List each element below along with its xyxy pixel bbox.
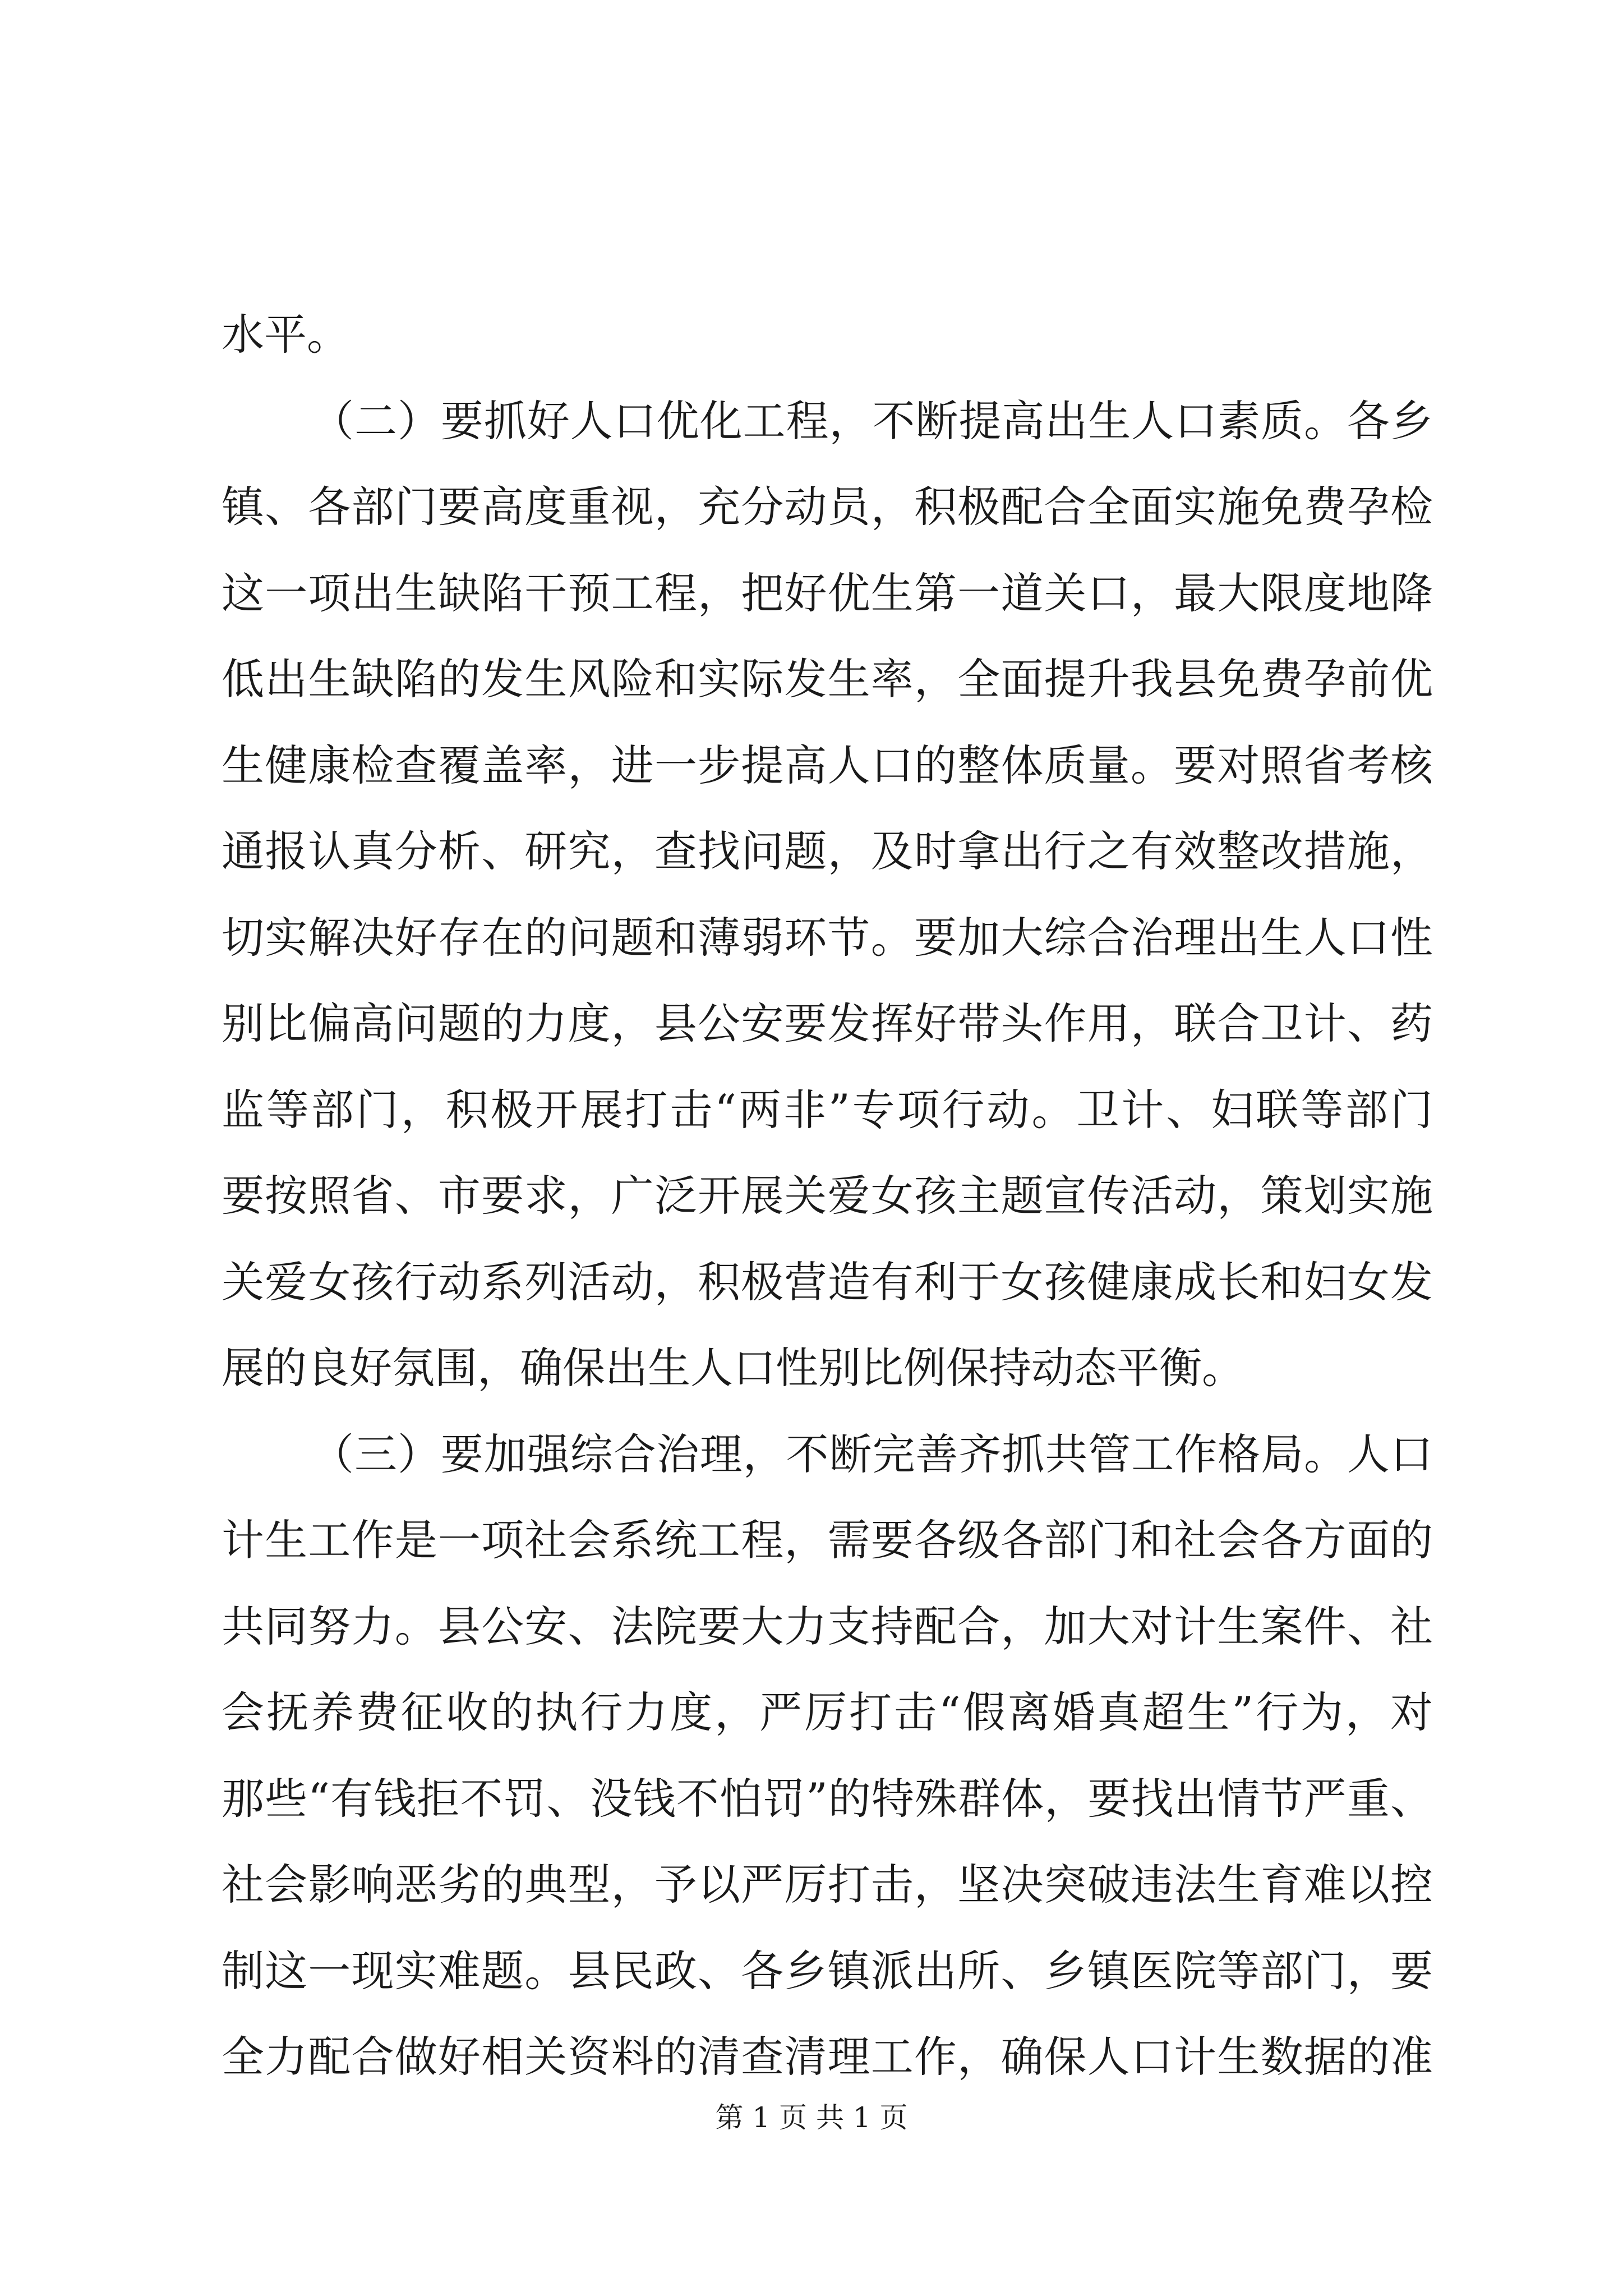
text-line: 切实解决好存在的问题和薄弱环节。要加大综合治理出生人口性 — [222, 912, 1433, 963]
text-line: 共同努力。县公安、法院要大力支持配合，加大对计生案件、社 — [222, 1601, 1433, 1651]
paragraph-3-first-line: （三）要加强综合治理，不断完善齐抓共管工作格局。人口 — [311, 1429, 1433, 1479]
text-line: 全力配合做好相关资料的清查清理工作，确保人口计生数据的准 — [222, 2032, 1433, 2082]
text-line: 会抚养费征收的执行力度，严厉打击“假离婚真超生”行为，对 — [222, 1687, 1433, 1737]
text-line: 要按照省、市要求，广泛开展关爱女孩主题宣传活动，策划实施 — [222, 1171, 1433, 1221]
text-line: 社会影响恶劣的典型，予以严厉打击，坚决突破违法生育难以控 — [222, 1860, 1433, 1910]
text-line: 关爱女孩行动系列活动，积极营造有利于女孩健康成长和妇女发 — [222, 1257, 1433, 1307]
text-line: 制这一现实难题。县民政、各乡镇派出所、乡镇医院等部门，要 — [222, 1945, 1433, 1996]
text-line: 生健康检查覆盖率，进一步提高人口的整体质量。要对照省考核 — [222, 740, 1433, 790]
text-line: 监等部门，积极开展打击“两非”专项行动。卫计、妇联等部门 — [222, 1084, 1433, 1135]
page-footer: 第 1 页 共 1 页 — [715, 2101, 908, 2134]
text-line: 那些“有钱拒不罚、没钱不怕罚”的特殊群体，要找出情节严重、 — [222, 1773, 1433, 1824]
text-line: 别比偏高问题的力度，县公安要发挥好带头作用，联合卫计、药 — [222, 999, 1433, 1048]
paragraph-2-first-line: （二）要抓好人口优化工程，不断提高出生人口素质。各乡 — [311, 395, 1433, 446]
document-body — [222, 292, 1433, 2100]
text-line: 低出生缺陷的发生风险和实际发生率，全面提升我县免费孕前优 — [222, 654, 1433, 704]
text-line: 镇、各部门要高度重视，充分动员，积极配合全面实施免费孕检 — [222, 482, 1433, 532]
text-line: 展的良好氛围，确保出生人口性别比例保持动态平衡。 — [222, 1343, 1244, 1393]
text-line: 水平。 — [222, 310, 349, 360]
text-line: 这一项出生缺陷干预工程，把好优生第一道关口，最大限度地降 — [222, 568, 1433, 618]
text-line: 计生工作是一项社会系统工程，需要各级各部门和社会各方面的 — [222, 1515, 1433, 1565]
text-line: 通报认真分析、研究，查找问题，及时拿出行之有效整改措施， — [222, 826, 1433, 876]
